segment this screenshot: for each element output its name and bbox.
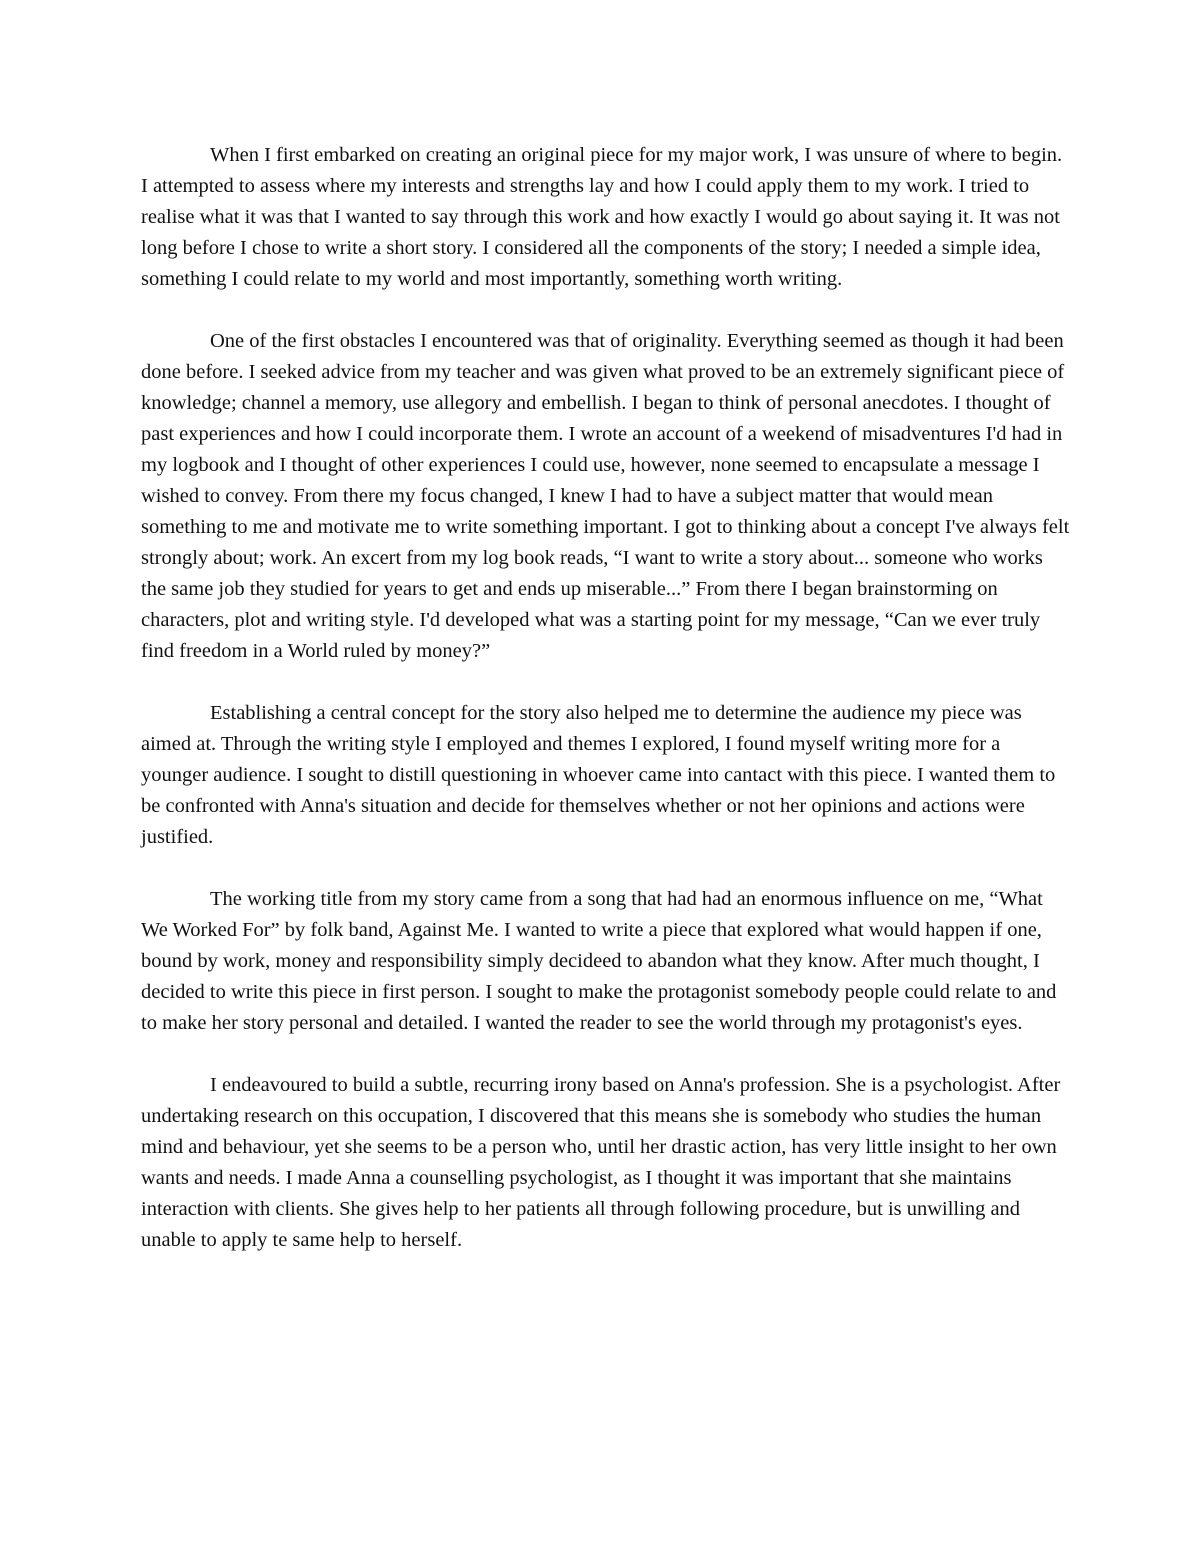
document-body bbox=[141, 140, 1071, 1256]
paragraph-5: I endeavoured to build a subtle, recurring irony based on Anna's profession. She is a psychologist. After undertaking research on this occupation, I discovered that this means she is somebody who studies the human mind and behaviour, yet she seems to be a person who, until her drastic action, has very little insight to her own wants and needs. I made Anna a counselling psychologist, as I thought it was important that she maintains interaction with clients. She gives help to her patients all through following procedure, but is unwilling and unable to apply te same help to herself. bbox=[141, 1074, 1061, 1251]
paragraph-3: Establishing a central concept for the story also helped me to determine the audience my piece was aimed at. Through the writing style I employed and themes I explored, I found myself writing more for a younger audience. I sought to distill questioning in whoever came into cantact with this piece. I wanted them to be confronted with Anna's situation and decide for themselves whether or not her opinions and actions were justified. bbox=[141, 702, 1056, 848]
paragraph-4: The working title from my story came from a song that had had an enormous influence on me, “What We Worked For” by folk band, Against Me. I wanted to write a piece that explored what would happen if one, bound by work, money and responsibility simply decideed to abandon what they know. After much thought, I decided to write this piece in first person. I sought to make the protagonist somebody people could relate to and to make her story personal and detailed. I wanted the reader to see the world through my protagonist's eyes. bbox=[141, 888, 1057, 1034]
paragraph-2: One of the first obstacles I encountered was that of originality. Everything seemed as though it had been done before. I seeked advice from my teacher and was given what proved to be an extremely significant piece of knowledge; channel a memory, use allegory and embellish. I began to think of personal anecdotes. I thought of past experiences and how I could incorporate them. I wrote an account of a weekend of misadventures I'd had in my logbook and I thought of other experiences I could use, however, none seemed to encapsulate a message I wished to convey. From there my focus changed, I knew I had to have a subject matter that would mean something to me and motivate me to write something important. I got to thinking about a concept I've always felt strongly about; work. An excert from my log book reads, “I want to write a story about... someone who works the same job they studied for years to get and ends up miserable...” From there I began brainstorming on characters, plot and writing style. I'd developed what was a starting point for my message, “Can we ever truly find freedom in a World ruled by money?” bbox=[141, 330, 1070, 662]
paragraph-1: When I first embarked on creating an original piece for my major work, I was unsure of where to begin. I attempted to assess where my interests and strengths lay and how I could apply them to my work. I tried to realise what it was that I wanted to say through this work and how exactly I would go about saying it. It was not long before I chose to write a short story. I considered all the components of the story; I needed a simple idea, something I could relate to my world and most importantly, something worth writing. bbox=[141, 144, 1063, 290]
